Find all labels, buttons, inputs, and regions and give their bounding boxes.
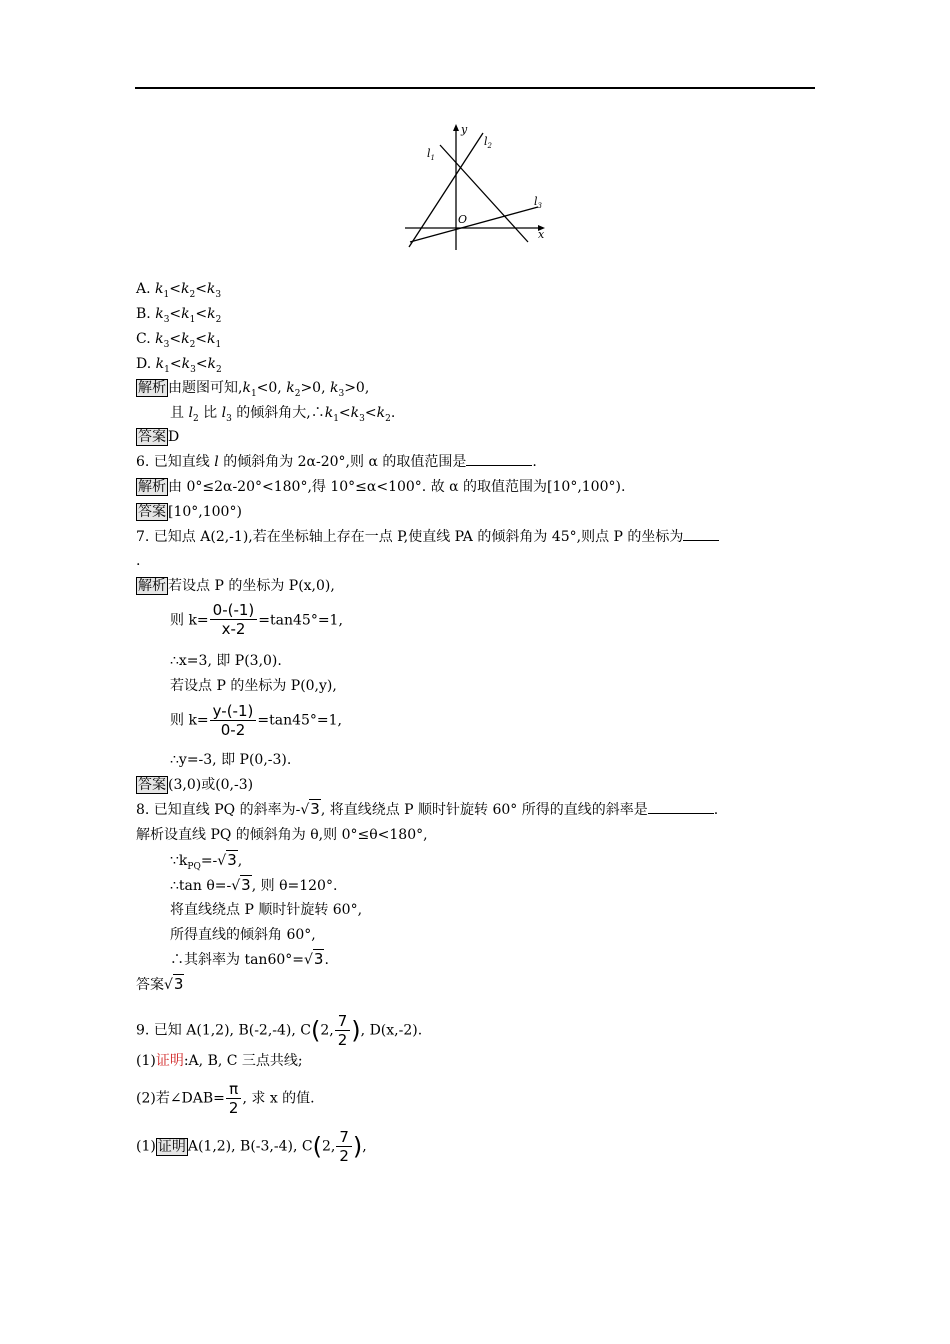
q5-answer: 答案 D: [138, 429, 180, 445]
q6-answer: 答案 [10°,100°): [138, 504, 242, 520]
q9-stem: 9. 已知 A(1,2), B(-2,-4), C(2, $\frac{7}{2}$ ), D(x,-2).: [136, 1012, 423, 1049]
l3-label: l: [534, 195, 538, 208]
q8-analysis-3: ∴tan θ=-√3, 则 θ=120°.: [170, 876, 338, 894]
q8-analysis-4: 将直线绕点 P 顺时针旋转 60°,: [170, 902, 363, 918]
q9-solution-1: (1) 证明 A(1,2), B(-3,-4), C(2, $\frac{7}{2}$ ),: [136, 1128, 367, 1165]
q8-answer: 答案√3: [136, 975, 184, 993]
svg-text:l2: $l_2$: [484, 135, 492, 150]
svg-text:l1: $l_1$: [427, 147, 435, 162]
x-axis-label: x: [538, 228, 545, 241]
origin-label: O: [458, 213, 468, 226]
option-c: C. $k_3<k_2<k_1$: [136, 331, 222, 350]
q9-part2: (2)若∠DAB= $\frac{\pi}{2}$ , 求 x 的值.: [136, 1080, 315, 1117]
q8-analysis-2: $\because k_{PQ}=-√3$,: [170, 851, 243, 872]
q6-stem: 6. 已知直线 l 的倾斜角为 2α-20°,则 α 的取值范围是 .: [136, 454, 537, 470]
q8-analysis-5: 所得直线的倾斜角 60°,: [170, 927, 316, 943]
q9-part1: (1)证明:A, B, C 三点共线;: [136, 1053, 303, 1069]
q7-formula-2: 则 k= $\frac{y-(-1)}{0-2}$ =tan45°=1,: [170, 702, 342, 739]
q7-analysis-1: 解析 若设点 P 的坐标为 P(x,0),: [138, 578, 335, 594]
q8-analysis-6: ∴其斜率为 tan60°=√3.: [170, 950, 329, 968]
y-axis-label: y: [461, 123, 468, 136]
option-d: D. $k_1<k_3<k_2$: [136, 356, 222, 375]
l2-label: l: [484, 135, 488, 148]
q5-analysis: 解析 由题图可知$,k_1<0$, $k_2>0$, $k_3>0$,: [138, 380, 370, 399]
option-b: B. $k_3<k_1<k_2$: [136, 306, 222, 325]
l1-label: l: [427, 147, 431, 160]
q7-stem: 7. 已知点 A(2,-1),若在坐标轴上存在一点 P,使直线 PA 的倾斜角为 45°,则点 P 的坐标为: [136, 528, 719, 546]
q7-answer: 答案 (3,0)或(0,-3): [138, 777, 254, 793]
q6-analysis: 解析 由 0°≤2α-20°<180°,得 10°≤α<100°. 故 α 的取值范围为[10°,100°).: [138, 479, 626, 495]
top-rule: [135, 87, 815, 89]
answer-tag: 答案: [138, 429, 166, 445]
q8-stem: 8. 已知直线 PQ 的斜率为-√3, 将直线绕点 P 顺时针旋转 60° 所得的直线的斜率是 .: [136, 800, 719, 818]
analysis-tag: 解析: [138, 380, 166, 396]
svg-text:l3: $l_3$: [534, 195, 542, 210]
q7-dot: .: [136, 553, 141, 569]
q7-analysis-6: ∴y=-3, 即 P(0,-3).: [170, 752, 292, 768]
line-figure: [395, 115, 560, 255]
option-a: A. $k_1<k_2<k_3$: [136, 281, 222, 300]
q8-analysis-1: 解析设直线 PQ 的倾斜角为 θ,则 0°≤θ<180°,: [136, 827, 428, 843]
q7-formula-1: 则 k= $\frac{0-(-1)}{x-2}$ =tan45°=1,: [170, 601, 343, 638]
q7-analysis-4: 若设点 P 的坐标为 P(0,y),: [170, 678, 337, 694]
q7-analysis-3: ∴x=3, 即 P(3,0).: [170, 653, 282, 669]
q5-analysis-2: 且 $l_2$ 比 $l_3$ 的倾斜角大$,\therefore k_1<k_3<k_2$.: [170, 405, 396, 424]
